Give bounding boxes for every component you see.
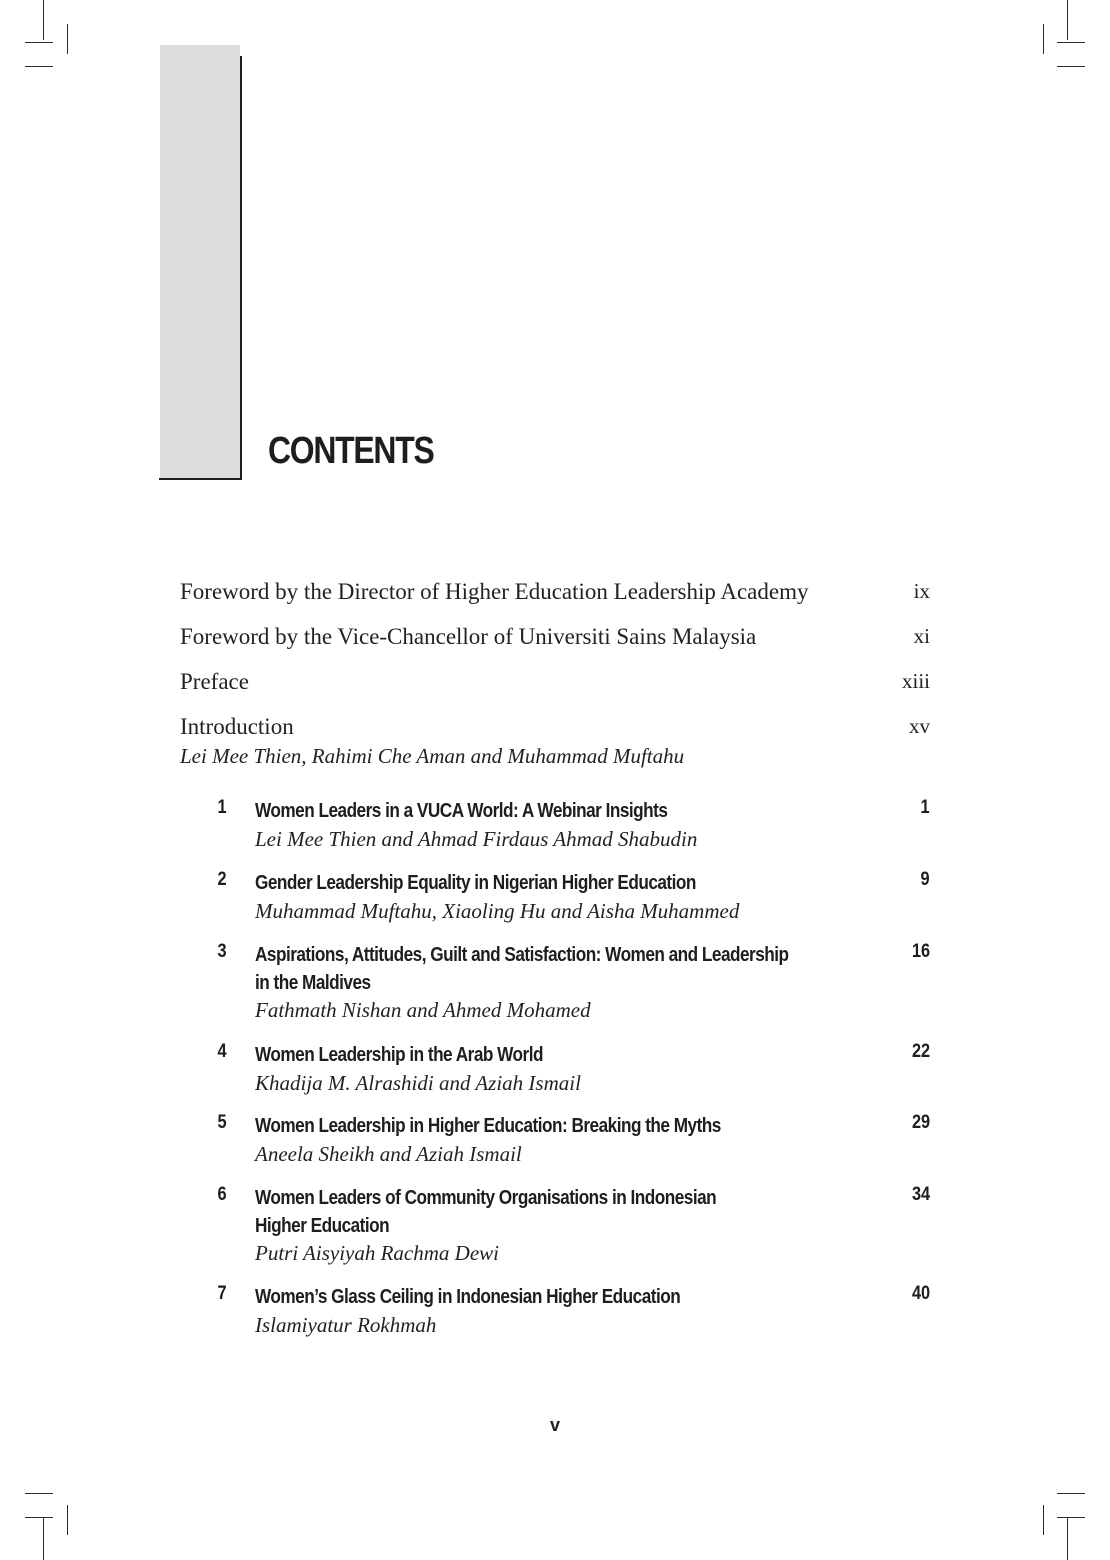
chapter-title-line-1: Aspirations, Attitudes, Guilt and Satisfaction: Women and Leadership (255, 944, 789, 966)
chapter-title: Gender Leadership Equality in Nigerian Higher Education (255, 872, 696, 894)
chapter-number: 1 (217, 797, 227, 818)
chapter-authors: Khadija M. Alrashidi and Aziah Ismail (255, 1071, 581, 1095)
crop-mark (1043, 1505, 1044, 1535)
crop-mark (25, 66, 53, 67)
chapter-title: Women’s Glass Ceiling in Indonesian Higher Education (255, 1286, 681, 1308)
page-title: CONTENTS (268, 430, 434, 472)
chapter-title: Women Leadership in Higher Education: Breaking the Myths (255, 1115, 721, 1137)
crop-mark (1067, 1518, 1068, 1560)
crop-mark (43, 1518, 44, 1560)
chapter-number: 2 (217, 869, 227, 890)
toc-entry-page: xiii (901, 669, 930, 693)
chapter-page: 16 (911, 941, 930, 962)
chapter-page: 9 (920, 869, 930, 890)
crop-mark (1057, 66, 1085, 67)
chapter-number: 5 (217, 1112, 227, 1133)
crop-mark (25, 1517, 53, 1518)
crop-mark (1057, 42, 1085, 43)
crop-mark (67, 24, 68, 54)
toc-entry-foreword-director[interactable] (180, 579, 930, 609)
chapter-title: Women Leadership in the Arab World (255, 1044, 543, 1066)
toc-entry-label: Foreword by the Director of Higher Education Leadership Academy (180, 579, 809, 604)
toc-entry-authors: Lei Mee Thien, Rahimi Che Aman and Muhammad Muftahu (180, 744, 685, 768)
crop-mark (67, 1505, 68, 1535)
chapter-title-line-1: Women Leaders of Community Organisations in Indonesian (255, 1187, 717, 1209)
chapter-title-line-2: in the Maldives (255, 972, 371, 994)
chapter-authors: Fathmath Nishan and Ahmed Mohamed (255, 998, 591, 1022)
chapter-authors: Aneela Sheikh and Aziah Ismail (255, 1142, 522, 1166)
toc-entry-foreword-vice-chancellor[interactable] (180, 624, 930, 654)
chapter-title-line-2: Higher Education (255, 1215, 390, 1237)
chapter-page: 1 (920, 797, 930, 818)
chapter-number: 3 (217, 941, 227, 962)
chapter-number: 7 (217, 1283, 227, 1304)
crop-mark (1057, 1493, 1085, 1494)
crop-mark (25, 1493, 53, 1494)
toc-entry-label: Introduction (180, 714, 294, 739)
chapter-authors: Putri Aisyiyah Rachma Dewi (255, 1241, 499, 1265)
chapter-page: 40 (911, 1283, 930, 1304)
crop-mark (1057, 1517, 1085, 1518)
toc-entry-page: xi (913, 624, 930, 648)
toc-entry-label: Foreword by the Vice-Chancellor of Universiti Sains Malaysia (180, 624, 757, 649)
header-rule-vertical (240, 56, 242, 480)
chapter-page: 22 (911, 1041, 930, 1062)
toc-entry-label: Preface (180, 669, 249, 694)
toc-entry-preface[interactable] (180, 669, 930, 699)
toc-entry-introduction[interactable] (180, 714, 930, 768)
chapter-authors: Islamiyatur Rokhmah (255, 1313, 437, 1337)
chapter-page: 29 (911, 1112, 930, 1133)
crop-mark (25, 42, 53, 43)
chapter-authors: Lei Mee Thien and Ahmad Firdaus Ahmad Shabudin (255, 827, 698, 851)
crop-mark (1067, 0, 1068, 40)
crop-mark (43, 0, 44, 40)
header-grey-block (160, 45, 240, 478)
chapter-number: 6 (217, 1184, 227, 1205)
header-rule-horizontal (159, 478, 242, 480)
chapter-page: 34 (911, 1184, 930, 1205)
page-number: v (549, 1415, 560, 1435)
toc-entry-page: ix (913, 579, 930, 603)
chapter-number: 4 (217, 1041, 227, 1062)
chapter-title: Women Leaders in a VUCA World: A Webinar Insights (255, 800, 668, 822)
crop-mark (1043, 24, 1044, 54)
chapter-authors: Muhammad Muftahu, Xiaoling Hu and Aisha Muhammed (255, 899, 740, 923)
toc-entry-page: xv (909, 714, 930, 738)
